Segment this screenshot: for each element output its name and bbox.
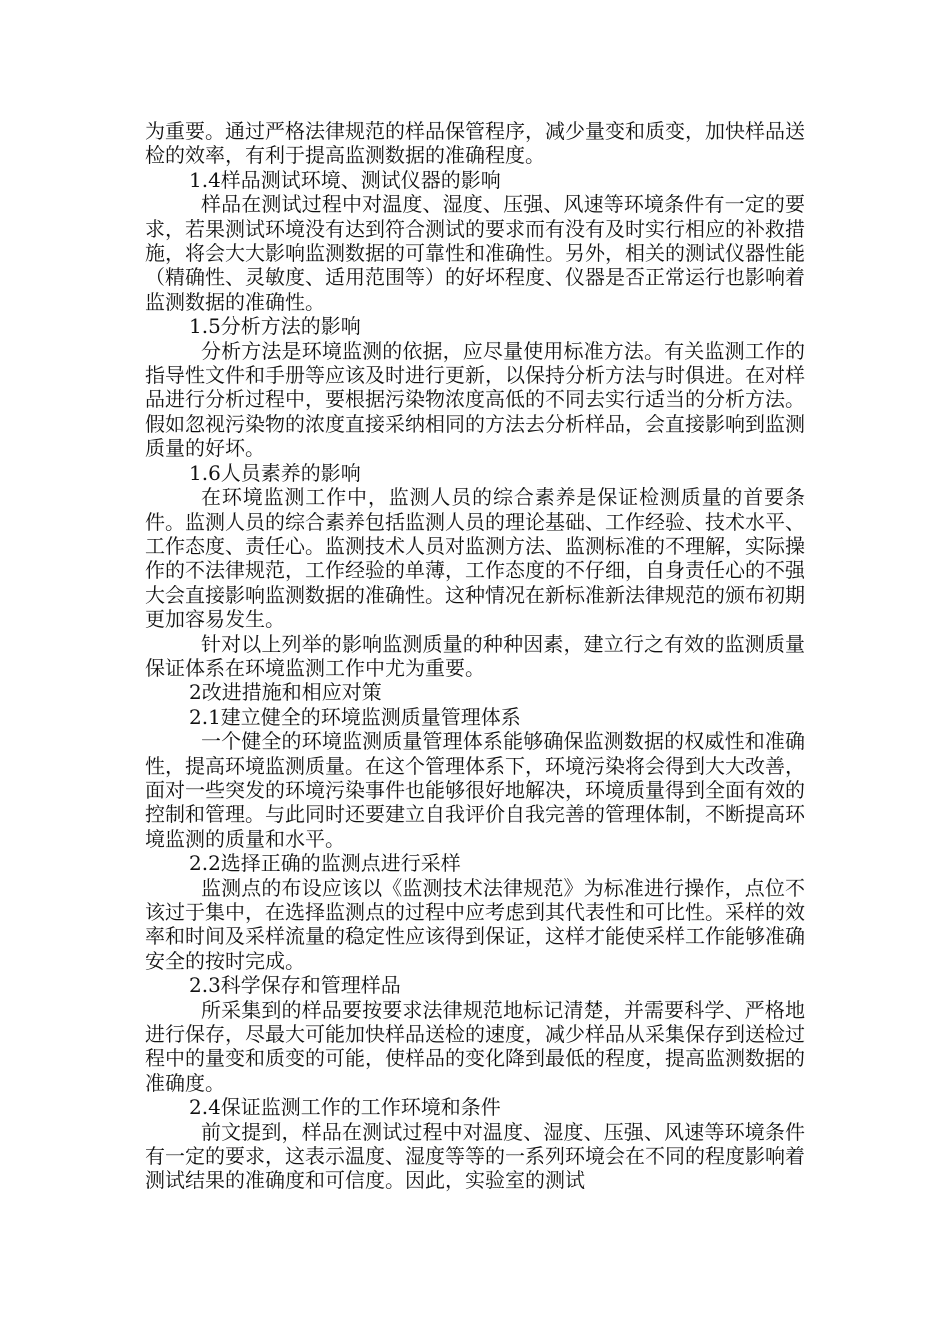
section-heading-2: 2改进措施和相应对策	[189, 680, 382, 705]
section-heading-2-2: 2.2选择正确的监测点进行采样	[189, 851, 461, 876]
paragraph-1-4: 样品在测试过程中对温度、湿度、压强、风速等环境条件有一定的要求，若果测试环境没有达到符合测试的要求而有没有及时实行相应的补救措施，将会大大影响监测数据的可靠性和准确性。另外，相关的测试仪器性能（精确性、灵敏度、适用范围等）的好坏程度、仪器是否正常运行也影响着监测数据的准确性。	[145, 192, 805, 314]
section-heading-2-4: 2.4保证监测工作的工作环境和条件	[189, 1095, 501, 1120]
section-heading-2-1: 2.1建立健全的环境监测质量管理体系	[189, 704, 521, 729]
paragraph-continued: 为重要。通过严格法律规范的样品保管程序，减少量变和质变，加快样品送检的效率，有利于提高监测数据的准确程度。	[145, 119, 805, 168]
section-heading-2-3: 2.3科学保存和管理样品	[189, 973, 401, 998]
section-heading-1-5: 1.5分析方法的影响	[189, 314, 361, 339]
paragraph-2-1: 一个健全的环境监测质量管理体系能够确保监测数据的权威性和准确性，提高环境监测质量。在这个管理体系下，环境污染将会得到大大改善，面对一些突发的环境污染事件也能够很好地解决，环境质量得到全面有效的控制和管理。与此同时还要建立自我评价自我完善的管理体制，不断提高环境监测的质量和水平。	[145, 729, 805, 851]
paragraph-1-6: 在环境监测工作中，监测人员的综合素养是保证检测质量的首要条件。监测人员的综合素养包括监测人员的理论基础、工作经验、技术水平、工作态度、责任心。监测技术人员对监测方法、监测标准的不理解，实际操作的不法律规范，工作经验的单薄，工作态度的不仔细，自身责任心的不强大会直接影响监测数据的准确性。这种情况在新标准新法律规范的颁布初期更加容易发生。	[145, 485, 805, 632]
paragraph-2-4: 前文提到，样品在测试过程中对温度、湿度、压强、风速等环境条件有一定的要求，这表示温度、湿度等等的一系列环境会在不同的程度影响着测试结果的准确度和可信度。因此，实验室的测试	[145, 1119, 805, 1193]
paragraph-summary: 针对以上列举的影响监测质量的种种因素，建立行之有效的监测质量保证体系在环境监测工作中尤为重要。	[145, 631, 805, 680]
document-page	[145, 119, 805, 1193]
paragraph-2-3: 所采集到的样品要按要求法律规范地标记清楚，并需要科学、严格地进行保存，尽最大可能加快样品送检的速度，减少样品从采集保存到送检过程中的量变和质变的可能，使样品的变化降到最低的程度，提高监测数据的准确度。	[145, 997, 805, 1095]
paragraph-2-2: 监测点的布设应该以《监测技术法律规范》为标准进行操作，点位不该过于集中，在选择监测点的过程中应考虑到其代表性和可比性。采样的效率和时间及采样流量的稳定性应该得到保证，这样才能使采样工作能够准确安全的按时完成。	[145, 875, 805, 973]
paragraph-1-5: 分析方法是环境监测的依据，应尽量使用标准方法。有关监测工作的指导性文件和手册等应该及时进行更新，以保持分析方法与时俱进。在对样品进行分析过程中，要根据污染物浓度高低的不同去实行适当的分析方法。假如忽视污染物的浓度直接采纳相同的方法去分析样品，会直接影响到监测质量的好坏。	[145, 338, 805, 461]
section-heading-1-4: 1.4样品测试环境、测试仪器的影响	[189, 167, 501, 192]
section-heading-1-6: 1.6人员素养的影响	[189, 460, 361, 485]
